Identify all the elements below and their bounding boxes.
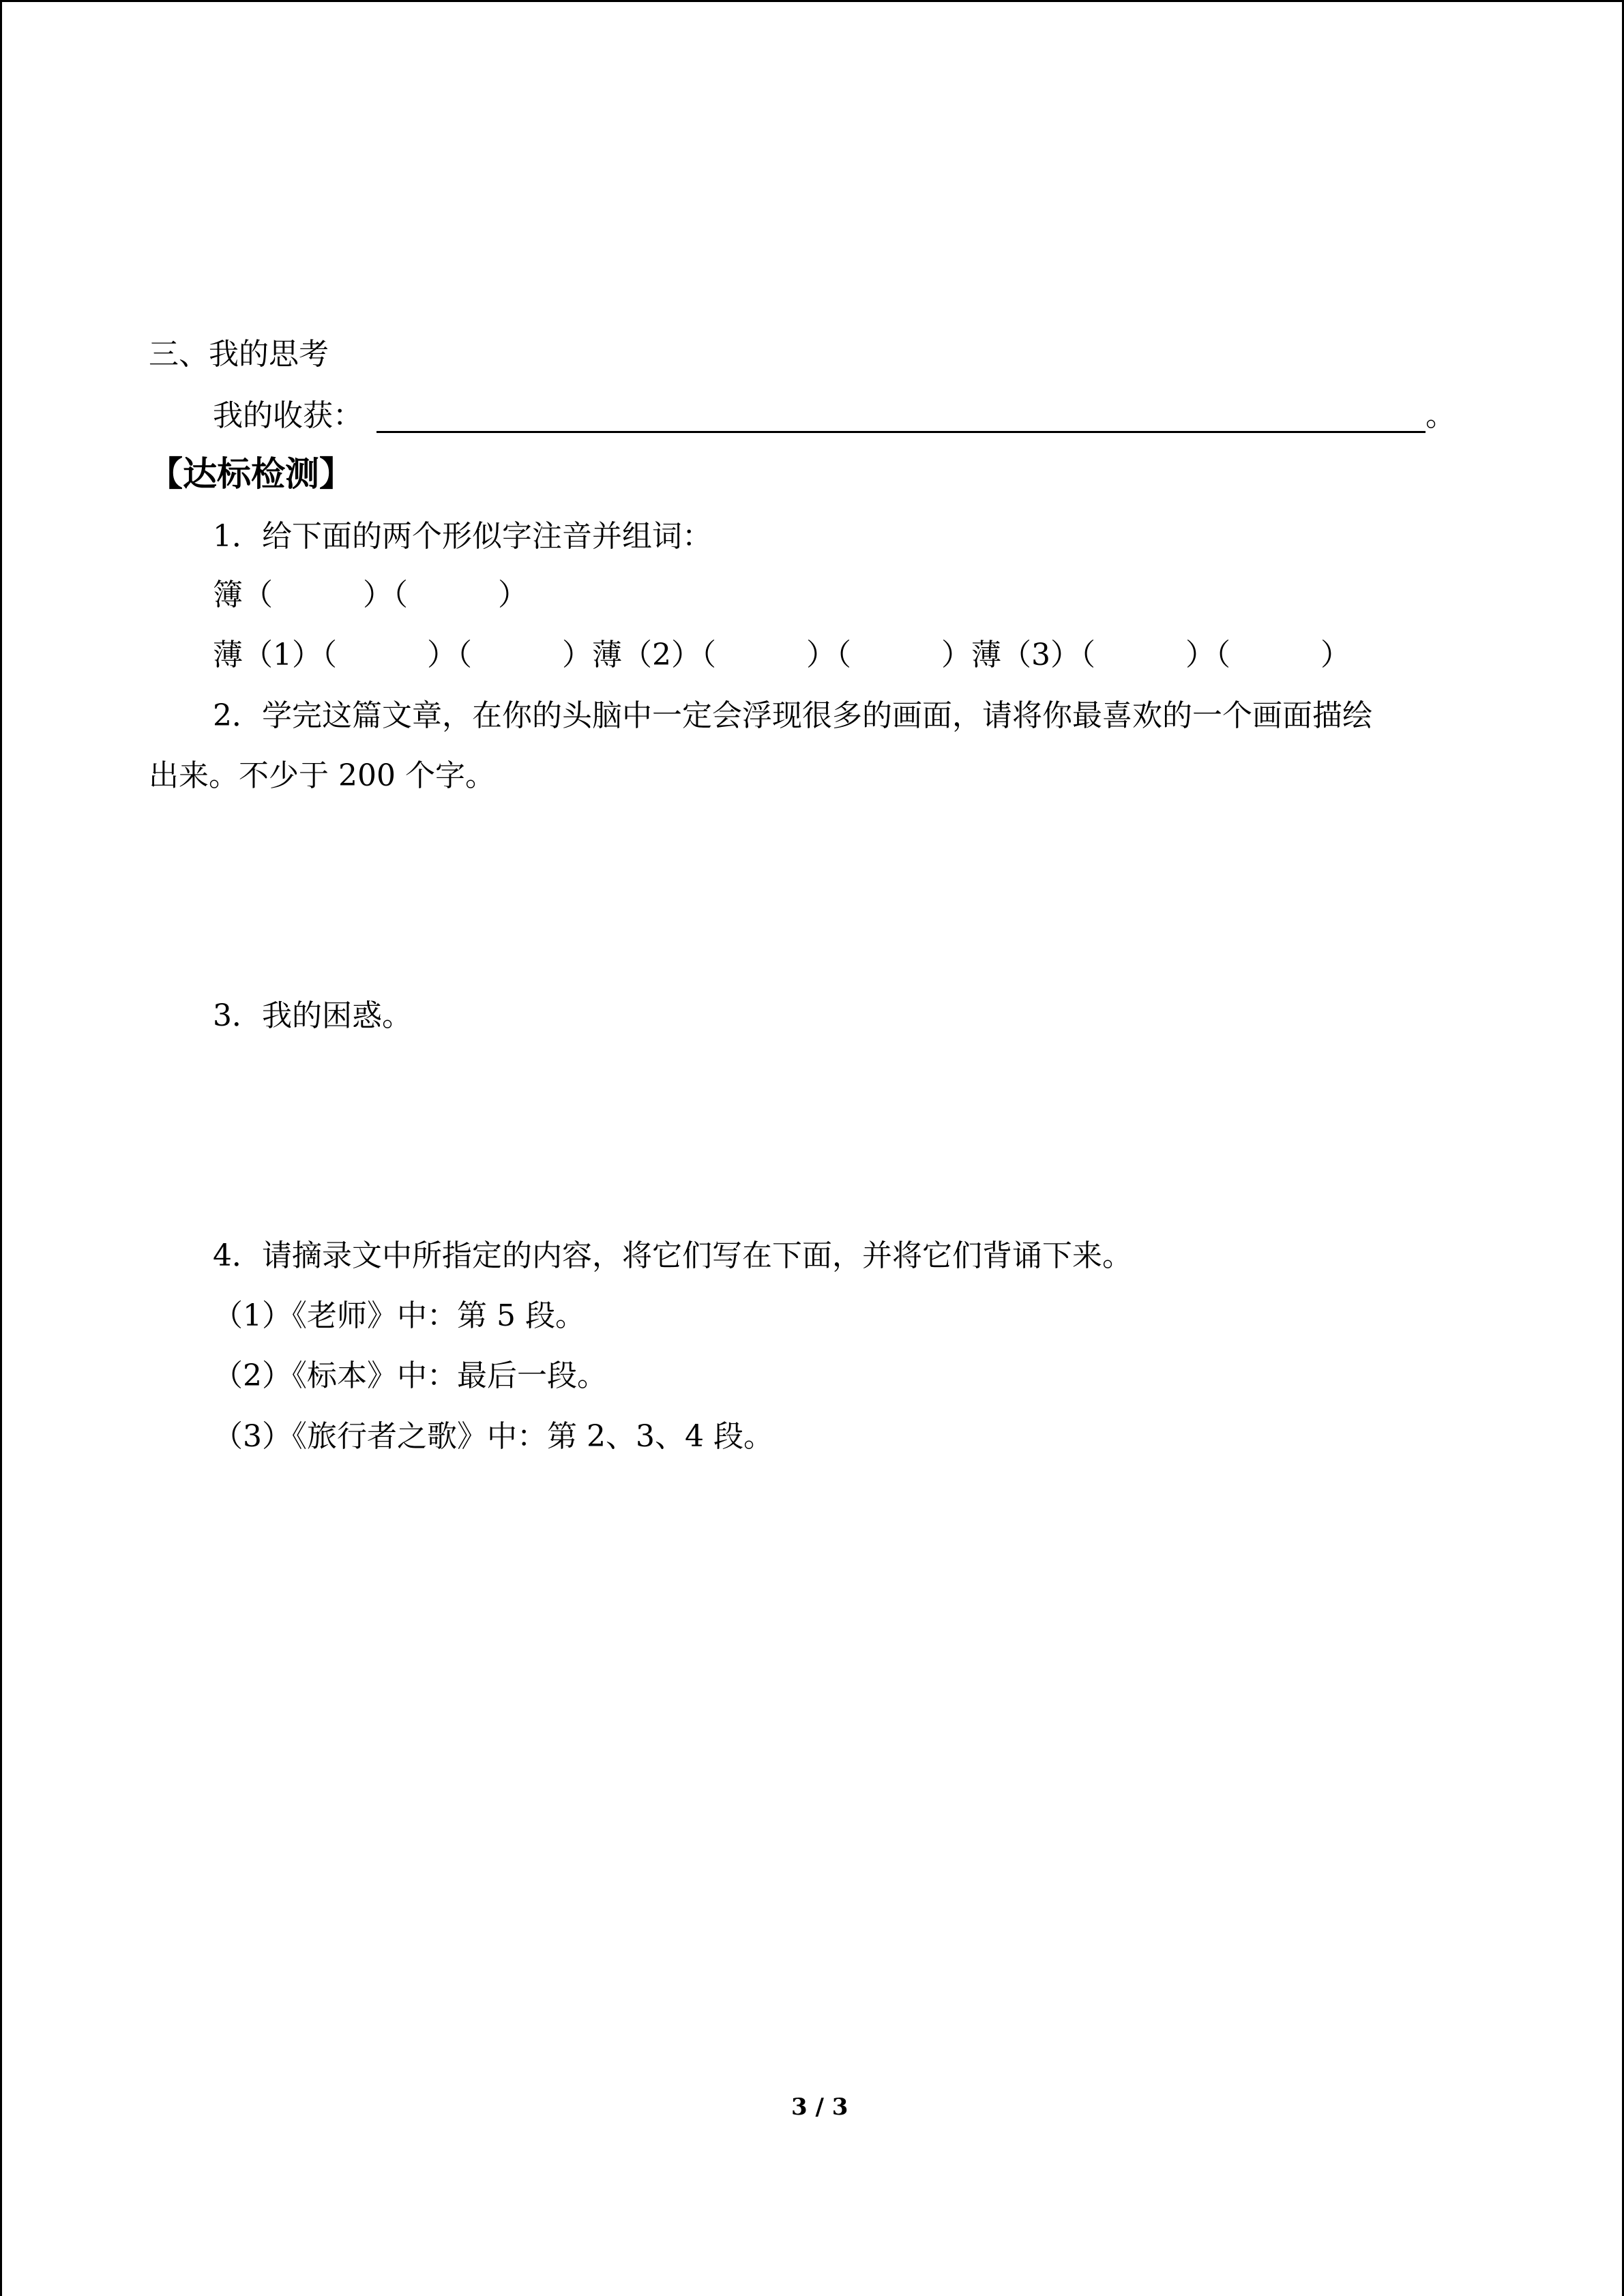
q1-row-2: 薄（1）（ ）（ ）薄（2）（ ）（ ）薄（3）（ ）（ ） (213, 638, 1350, 672)
q4-item-3: （3）《旅行者之歌》中：第 2、3、4 段。 (213, 1419, 773, 1454)
q4-item-2: （2）《标本》中：最后一段。 (213, 1358, 607, 1393)
section-title: 三、我的思考 (149, 337, 329, 372)
page-number: 3 / 3 (791, 2093, 848, 2121)
q4-prompt: 4．请摘录文中所指定的内容，将它们写在下面，并将它们背诵下来。 (213, 1238, 1132, 1273)
q2-line-2: 出来。不少于 200 个字。 (149, 758, 495, 793)
harvest-answer-blank[interactable] (377, 431, 1426, 433)
q1-prompt: 1．给下面的两个形似字注音并组词： (213, 519, 712, 554)
check-heading: 【达标检测】 (149, 454, 353, 494)
q3-prompt: 3．我的困惑。 (213, 998, 412, 1033)
harvest-label: 我的收获： (213, 398, 363, 433)
q2-line-1: 2．学完这篇文章，在你的头脑中一定会浮现很多的画面，请将你最喜欢的一个画面描绘 (213, 698, 1372, 733)
q1-row-1: 簿（ ）（ ） (213, 578, 528, 612)
harvest-end-mark: 。 (1426, 398, 1456, 433)
q4-item-1: （1）《老师》中：第 5 段。 (213, 1298, 585, 1333)
